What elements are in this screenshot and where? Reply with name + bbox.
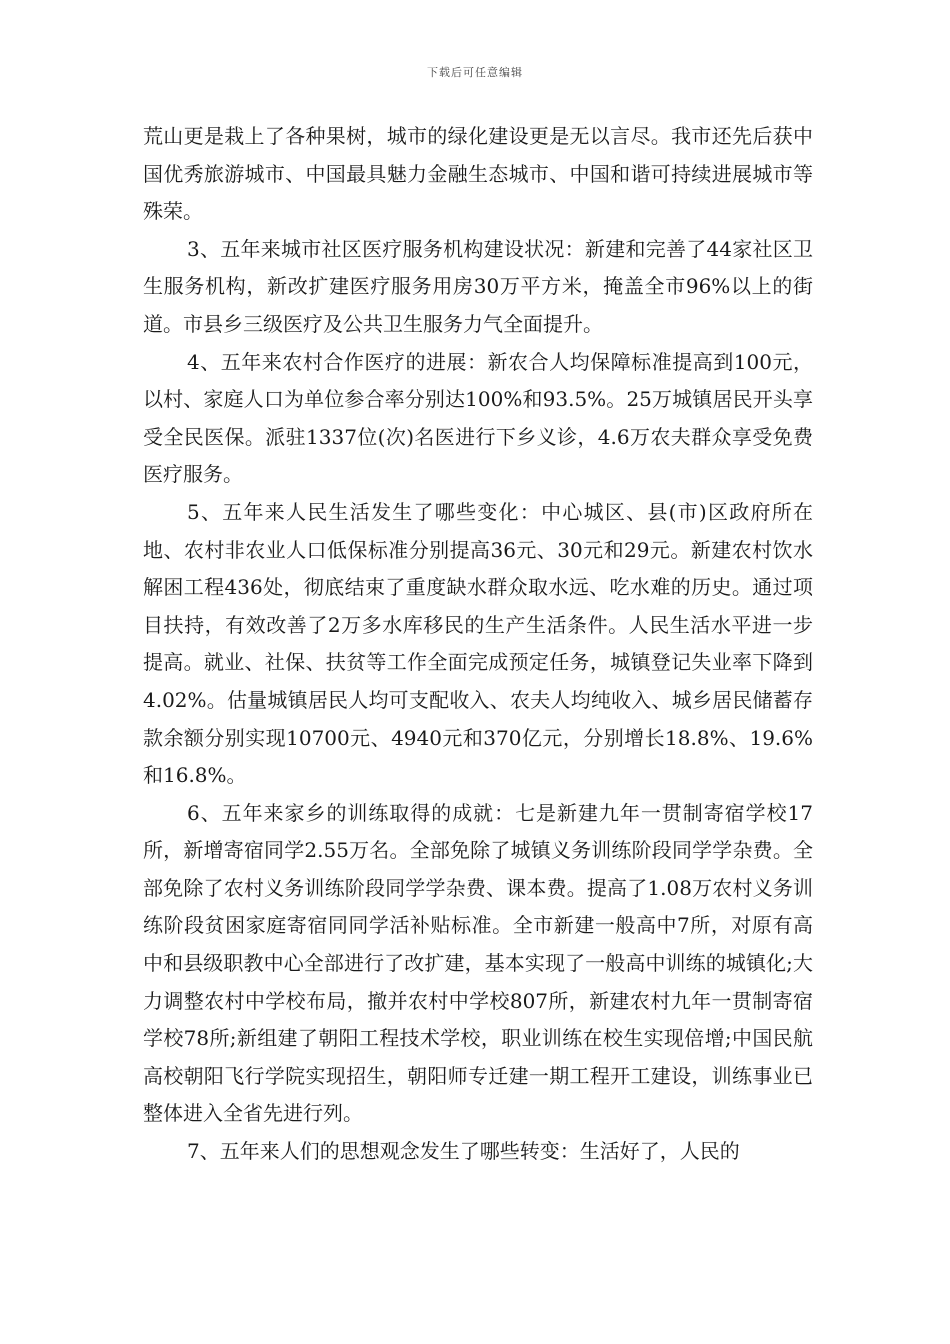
paragraph-2: 3、五年来城市社区医疗服务机构建设状况：新建和完善了44家社区卫生服务机构，新改扩建医疗服务用房30万平方米，掩盖全市96%以上的街道。市县乡三级医疗及公共卫生服务力气全面提升。 [143, 236, 813, 336]
paragraph-1: 荒山更是栽上了各种果树，城市的绿化建设更是无以言尽。我市还先后获中国优秀旅游城市、中国最具魅力金融生态城市、中国和谐可持续进展城市等殊荣。 [143, 124, 813, 224]
paragraph-3: 4、五年来农村合作医疗的进展：新农合人均保障标准提高到100元，以村、家庭人口为单位参合率分别达100%和93.5%。25万城镇居民开头享受全民医保。派驻1337位(次)名医进行下乡义诊，4.6万农夫群众享受免费医疗服务。 [143, 349, 813, 487]
header-note: 下载后可任意编辑 [427, 66, 523, 79]
paragraph-4: 5、五年来人民生活发生了哪些变化：中心城区、县(市)区政府所在地、农村非农业人口低保标准分别提高36元、30元和29元。新建农村饮水解困工程436处，彻底结束了重度缺水群众取水远、吃水难的历史。通过项目扶持，有效改善了2万多水库移民的生产生活条件。人民生活水平进一步提高。就业、社保、扶贫等工作全面完成预定任务，城镇登记失业率下降到4.02%。估量城镇居民人均可支配收入、农夫人均纯收入、城乡居民储蓄存款余额分别实现10700元、4940元和370亿元，分别增长18.8%、19.6%和16.8%。 [143, 499, 813, 788]
paragraph-6: 7、五年来人们的思想观念发生了哪些转变：生活好了，人民的 [187, 1139, 740, 1164]
document-body [143, 118, 813, 1171]
paragraph-5: 6、五年来家乡的训练取得的成就：七是新建九年一贯制寄宿学校17所，新增寄宿同学2.55万名。全部免除了城镇义务训练阶段同学学杂费。全部免除了农村义务训练阶段同学学杂费、课本费。提高了1.08万农村义务训练阶段贫困家庭寄宿同同学活补贴标准。全市新建一般高中7所，对原有高中和县级职教中心全部进行了改扩建，基本实现了一般高中训练的城镇化;大力调整农村中学校布局，撤并农村中学校807所，新建农村九年一贯制寄宿学校78所;新组建了朝阳工程技术学校，职业训练在校生实现倍增;中国民航高校朝阳飞行学院实现招生，朝阳师专迁建一期工程开工建设，训练事业已整体进入全省先进行列。 [143, 800, 813, 1126]
